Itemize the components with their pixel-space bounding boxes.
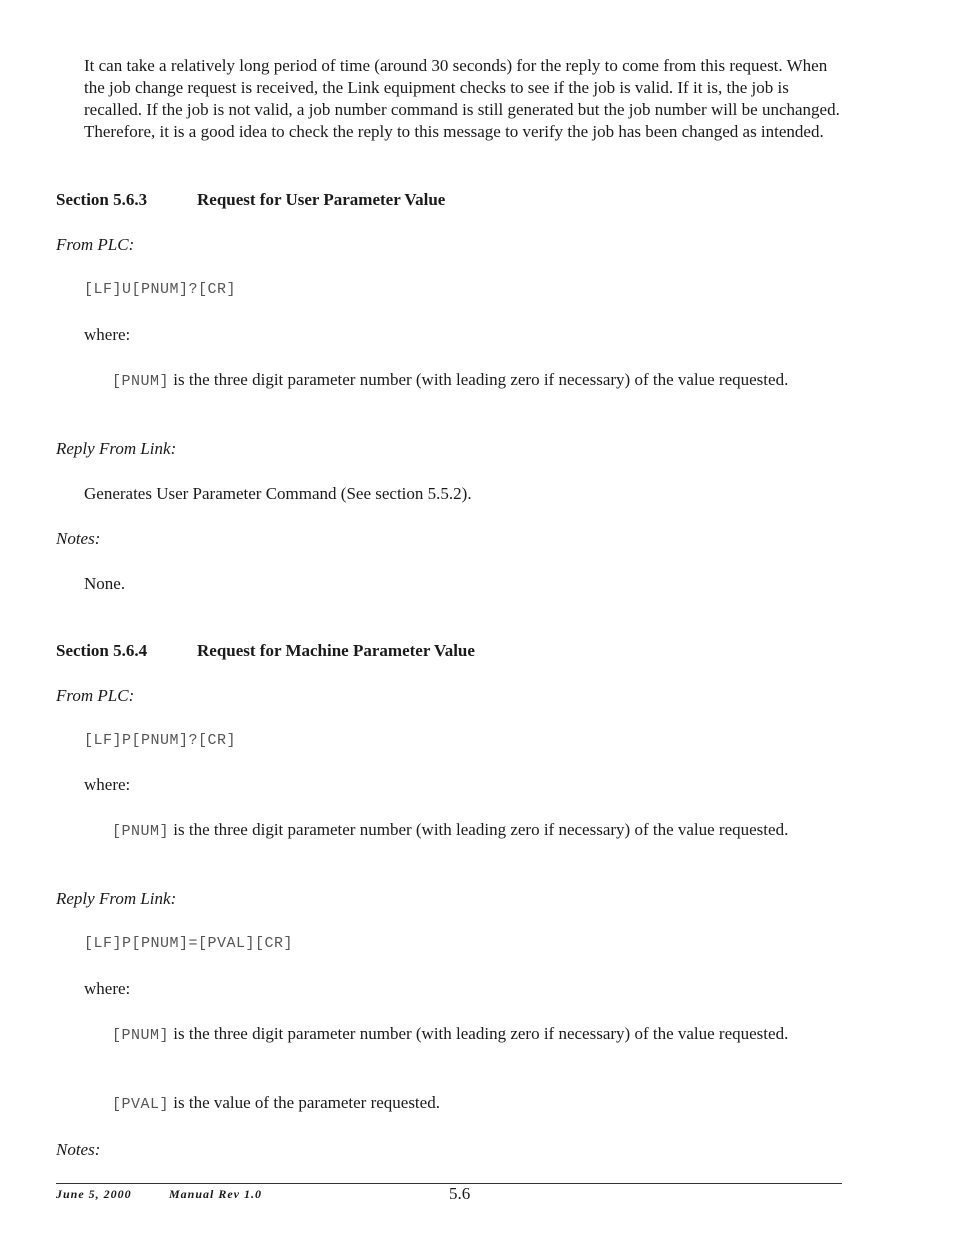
command-syntax: [LF]P[PNUM]?[CR] (84, 732, 237, 749)
footer-date: June 5, 2000 (56, 1187, 132, 1201)
pnum-code: [PNUM] (112, 373, 170, 390)
pnum-code: [PNUM] (112, 1027, 170, 1044)
reply-text: Generates User Parameter Command (See section 5.5.2). (84, 484, 472, 503)
pnum-description (112, 369, 812, 393)
pnum-description (112, 1023, 812, 1047)
pnum-description (112, 819, 812, 843)
pnum-text: is the three digit parameter number (with leading zero if necessary) of the value requested. (169, 820, 789, 839)
intro-paragraph: It can take a relatively long period of time (around 30 seconds) for the reply to come from this request. When the job change request is received, the Link equipment checks to see if the job is valid. If it is, the job is recalled. If the job is not valid, a job number command is still generated but the job number will be unchanged. Therefore, it is a good idea to check the reply to this message to verify the job has been changed as intended. (84, 56, 840, 141)
from-plc-label: From PLC: (56, 235, 135, 254)
pnum-text: is the three digit parameter number (with leading zero if necessary) of the value requested. (169, 1024, 789, 1043)
notes-text: None. (84, 574, 126, 593)
section-5-6-3-heading (56, 189, 445, 211)
pnum-text: is the three digit parameter number (with leading zero if necessary) of the value requested. (169, 370, 789, 389)
section-number: Section 5.6.3 (56, 190, 148, 209)
where-label: where: (84, 325, 131, 344)
pnum-code: [PNUM] (112, 823, 170, 840)
reply-from-link-label: Reply From Link: (56, 439, 177, 458)
pval-description (112, 1092, 812, 1116)
where-label: where: (84, 775, 131, 794)
section-5-6-4-heading (56, 640, 475, 662)
pval-text: is the value of the parameter requested. (169, 1093, 440, 1112)
from-plc-label: From PLC: (56, 686, 135, 705)
section-title: Request for Machine Parameter Value (197, 641, 475, 660)
section-title: Request for User Parameter Value (197, 190, 446, 209)
notes-label: Notes: (56, 1140, 101, 1159)
footer-revision: Manual Rev 1.0 (169, 1187, 263, 1201)
reply-from-link-label: Reply From Link: (56, 889, 177, 908)
reply-command-syntax: [LF]P[PNUM]=[PVAL][CR] (84, 935, 294, 952)
pval-code: [PVAL] (112, 1096, 170, 1113)
notes-label: Notes: (56, 529, 101, 548)
section-number: Section 5.6.4 (56, 641, 148, 660)
command-syntax: [LF]U[PNUM]?[CR] (84, 281, 237, 298)
page-number: 5.6 (449, 1184, 471, 1203)
where-label: where: (84, 979, 131, 998)
